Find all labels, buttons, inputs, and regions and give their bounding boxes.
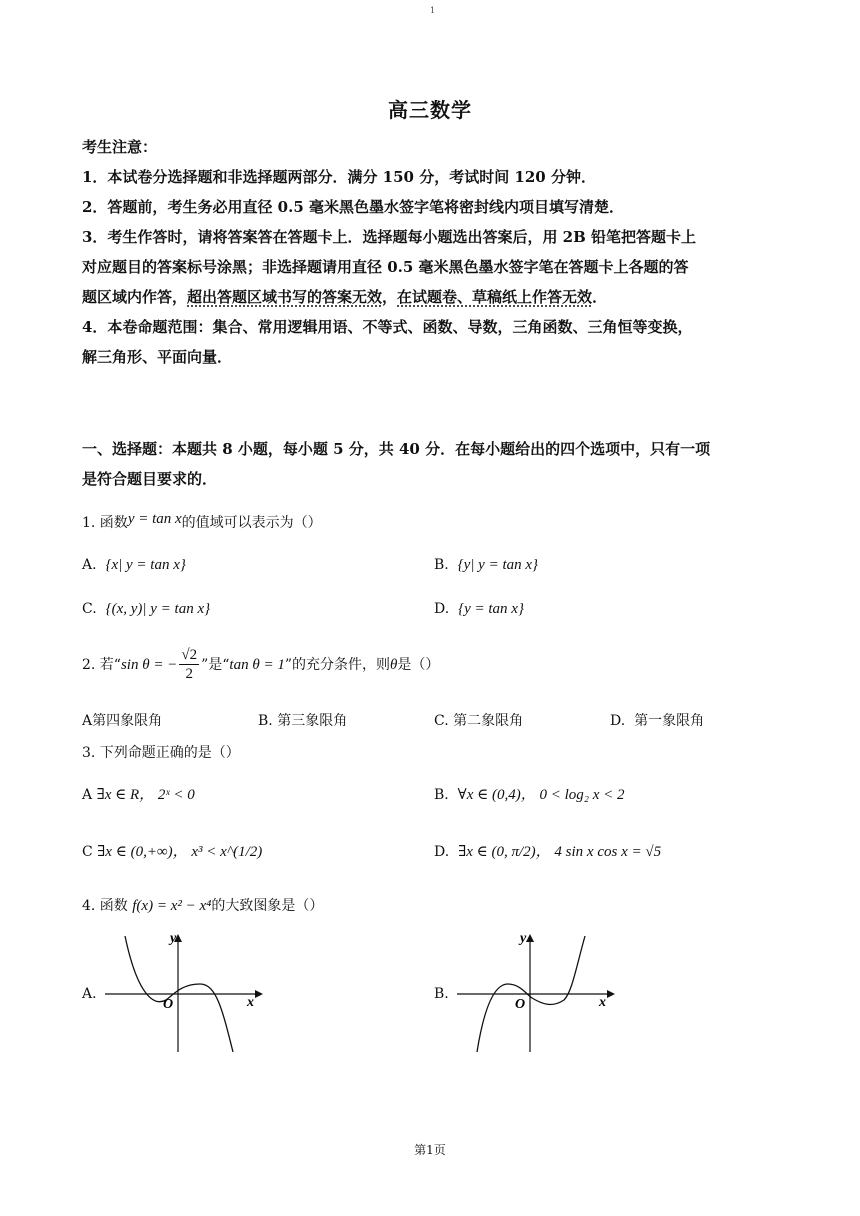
q2-option-a	[82, 710, 162, 730]
q2-var: θ	[390, 656, 398, 673]
option-text: 第二象限角	[453, 713, 524, 729]
option-label: B.	[258, 713, 273, 729]
option-label: A.	[82, 557, 97, 573]
q1-prefix: 1. 函数	[82, 515, 128, 531]
option-label: C.	[434, 713, 449, 729]
question-2-stem	[82, 646, 439, 683]
option-text: {x| y = tan x}	[105, 557, 186, 573]
q2-option-d	[610, 710, 704, 730]
q4-prefix: 4. 函数	[82, 898, 128, 914]
fraction-denominator: 2	[185, 666, 193, 682]
q1-option-a	[82, 557, 186, 574]
notice-item-2: 2．答题前，考生务必用直径 0.5 毫米黑色墨水签字笔将密封线内项目填写清楚．	[82, 198, 624, 216]
axis-label-y: y	[170, 931, 177, 946]
q2-end: 是（）	[397, 656, 440, 673]
question-3-stem: 3. 下列命题正确的是（）	[82, 745, 240, 761]
q2-lhs: sin θ = −	[120, 656, 178, 673]
question-1-stem	[82, 513, 322, 533]
q3-option-d	[434, 840, 661, 861]
page-number: 第1页	[414, 1143, 446, 1157]
q2-fraction	[179, 646, 199, 683]
q1-option-b	[434, 557, 538, 574]
origin-label: O	[163, 997, 174, 1012]
option-label: B.	[434, 787, 449, 803]
q2-suffix: ”的充分条件，则	[284, 656, 390, 673]
option-text: ∃x ∈ (0,+∞)， x³ < x^(1/2)	[97, 844, 263, 860]
notice-item-1: 1．本试卷分选择题和非选择题两部分．满分 150 分，考试时间 120 分钟．	[82, 168, 596, 186]
option-text: ∃x ∈ R， 2ˣ < 0	[96, 787, 195, 803]
option-text: {y = tan x}	[458, 601, 524, 617]
notice-text: ．	[592, 288, 608, 306]
notice-heading: 考生注意：	[82, 138, 158, 156]
option-label: A	[82, 713, 93, 729]
q3-option-a	[82, 783, 195, 804]
q4-graph-b	[452, 928, 622, 1058]
option-label: A	[82, 787, 93, 803]
option-label: C.	[82, 601, 97, 617]
option-text: 第四象限角	[92, 713, 163, 729]
option-text: {(x, y)| y = tan x}	[105, 601, 211, 617]
notice-item-3-end	[82, 282, 782, 312]
q2-prefix: 2. 若“	[82, 656, 121, 673]
question-4-stem	[82, 896, 323, 916]
notice-block	[82, 132, 782, 372]
notice-item-3-cont: 对应题目的答案标号涂黑；非选择题请用直径 0.5 毫米黑色墨水签字笔在答题卡上各题的答	[82, 258, 689, 276]
notice-text: 题区域内作答，	[82, 288, 188, 306]
option-label: D.	[610, 713, 626, 729]
section-line-2: 是符合题目要求的．	[82, 470, 218, 488]
q1-option-d	[434, 601, 524, 618]
q2-cond: tan θ = 1	[229, 656, 285, 673]
section-line-1: 一、选择题：本题共 8 小题，每小题 5 分，共 40 分．在每小题给出的四个选项中，只有一项	[82, 440, 711, 458]
option-text: 第三象限角	[277, 713, 348, 729]
axis-label-y: y	[520, 931, 527, 946]
q2-mid: ”是“	[201, 656, 230, 673]
option-label: C	[82, 844, 93, 860]
notice-item-4: 4．本卷命题范围：集合、常用逻辑用语、不等式、函数、导数，三角函数、三角恒等变换，	[82, 318, 693, 336]
header-marker: 1	[430, 6, 436, 15]
notice-emphasis-1: 超出答题区域书写的答案无效	[187, 288, 383, 306]
option-label: B.	[434, 557, 449, 573]
axis-label-x: x	[247, 995, 254, 1010]
q4-expr: f(x) = x² − x⁴	[132, 898, 212, 914]
q3-option-b	[434, 783, 625, 804]
q4-option-a-label: A.	[82, 986, 97, 1002]
y-axis-arrow	[526, 934, 534, 942]
q2-option-b	[258, 710, 347, 730]
notice-item-4-cont: 解三角形、平面向量．	[82, 348, 233, 366]
q4-option-b-label: B.	[434, 986, 449, 1002]
page-title: 高三数学	[388, 98, 472, 122]
q3-option-c	[82, 840, 262, 861]
notice-emphasis-2: 在试题卷、草稿纸上作答无效	[397, 288, 593, 306]
option-label: D.	[434, 601, 450, 617]
option-text: ∃x ∈ (0, π/2)， 4 sin x cos x = √5	[458, 844, 662, 860]
q1-suffix: 的值域可以表示为（）	[181, 515, 322, 531]
notice-item-3: 3．考生作答时，请将答案答在答题卡上．选择题每小题选出答案后，用 2B 铅笔把答题卡上	[82, 228, 697, 246]
x-axis-arrow	[607, 990, 615, 998]
axis-label-x: x	[599, 995, 606, 1010]
q4-graph-a	[100, 928, 270, 1058]
section-heading	[82, 434, 792, 494]
option-text: 第一象限角	[634, 713, 705, 729]
option-label: D.	[434, 844, 450, 860]
q2-option-c	[434, 710, 523, 730]
option-text: {y| y = tan x}	[457, 557, 539, 573]
q1-expr: y = tan x	[127, 511, 182, 527]
fraction-numerator: √2	[181, 647, 198, 663]
origin-label: O	[515, 997, 526, 1012]
option-text: ∀x ∈ (0,4)， 0 < log₂ x < 2	[457, 787, 625, 803]
x-axis-arrow	[255, 990, 263, 998]
q1-option-c	[82, 601, 210, 618]
q4-suffix: 的大致图象是（）	[211, 898, 324, 914]
notice-text: ，	[382, 288, 398, 306]
